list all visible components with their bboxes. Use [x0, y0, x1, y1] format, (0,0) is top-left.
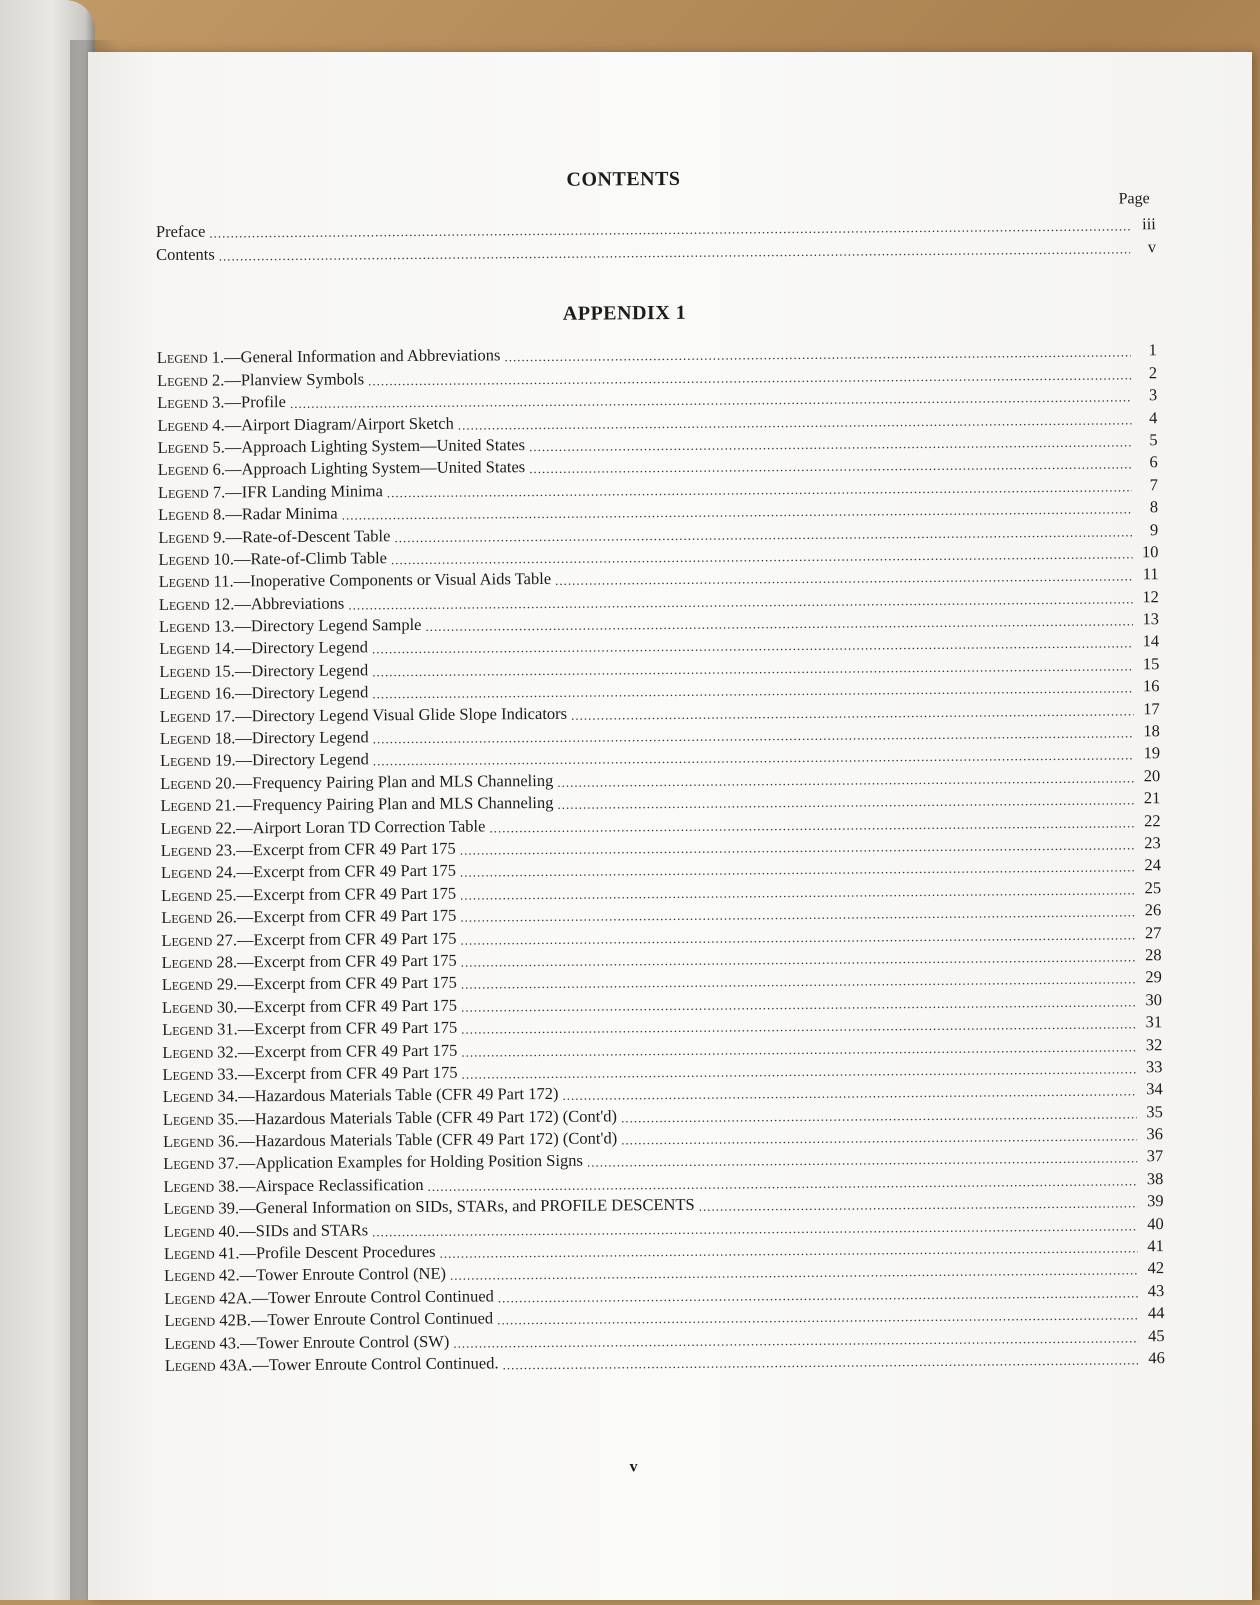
legend-title: Excerpt from CFR 49 Part 175 — [253, 972, 457, 994]
legend-title: Excerpt from CFR 49 Part 175 — [254, 1040, 458, 1061]
legend-prefix: Legend — [160, 795, 212, 816]
legend-entry-label: Legend 41.—Profile Descent Procedures — [163, 1241, 436, 1263]
legend-number: 1 — [211, 347, 221, 367]
legend-entry-label: Legend 7.—IFR Landing Minima — [157, 480, 383, 502]
legend-prefix: Legend — [159, 661, 211, 681]
legend-entry-label: Legend 28.—Excerpt from CFR 49 Part 175 — [161, 950, 457, 972]
legend-title: Profile Descent Procedures — [255, 1241, 436, 1263]
legend-number: 9 — [213, 527, 222, 547]
legend-number: 10 — [213, 549, 230, 569]
legend-prefix: Legend — [163, 1198, 215, 1219]
legend-prefix: Legend — [162, 1019, 213, 1040]
legend-page-number: 38 — [1146, 1168, 1164, 1189]
legend-entry-label: Legend 15.—Directory Legend — [159, 660, 369, 681]
legend-page-number: 10 — [1141, 542, 1159, 562]
legend-prefix: Legend — [161, 907, 213, 928]
legend-page-number: 9 — [1149, 519, 1159, 539]
legend-number: 4 — [212, 415, 221, 435]
legend-prefix: Legend — [162, 1064, 214, 1084]
legend-number: 43A — [219, 1355, 249, 1375]
legend-entry-label: Legend 21.—Frequency Pairing Plan and MLS Channeling — [160, 793, 554, 816]
legend-title: Excerpt from CFR 49 Part 175 — [253, 928, 457, 949]
legend-title: Approach Lighting System—United States — [241, 435, 526, 457]
legend-page-number: 15 — [1142, 653, 1160, 674]
legend-entry-label: Legend 2.—Planview Symbols — [156, 369, 365, 390]
legend-entry-label: Legend 35.—Hazardous Materials Table (CFR 49 Part 172) (Cont'd) — [162, 1106, 618, 1129]
legend-prefix: Legend — [160, 840, 212, 860]
legend-entry-label: Legend 39.—General Information on SIDs, STARs, and PROFILE DESCENTS — [163, 1195, 695, 1219]
legend-prefix: Legend — [161, 885, 212, 905]
legend-number: 30 — [216, 997, 234, 1017]
legend-entry-label: Legend 25.—Excerpt from CFR 49 Part 175 — [161, 883, 457, 905]
legend-number: 16 — [214, 683, 231, 703]
legend-page-number: 43 — [1147, 1280, 1165, 1301]
legend-page-number: 44 — [1147, 1303, 1165, 1323]
legend-entry-label: Legend 42.—Tower Enroute Control (NE) — [164, 1264, 447, 1286]
legend-title: Excerpt from CFR 49 Part 175 — [254, 1017, 458, 1039]
legend-title: Airport Loran TD Correction Table — [252, 816, 486, 837]
legend-page-number: 13 — [1142, 609, 1160, 629]
legend-title: Frequency Pairing Plan and MLS Channeling — [252, 770, 554, 793]
legend-number: 2 — [211, 370, 221, 390]
legend-number: 26 — [216, 907, 233, 927]
legend-number: 7 — [212, 482, 222, 502]
legend-title: Directory Legend — [251, 660, 369, 681]
legend-entry-label: Legend 19.—Directory Legend — [159, 749, 369, 771]
legend-title: Directory Legend — [251, 682, 369, 703]
legend-number: 42 — [218, 1265, 236, 1285]
legend-entry-label: Legend 4.—Airport Diagram/Airport Sketch — [157, 413, 454, 435]
legend-page-number: 32 — [1145, 1034, 1163, 1054]
legend-entry-label: Legend 36.—Hazardous Materials Table (CFR 49 Part 172) (Cont'd) — [162, 1128, 618, 1152]
legend-number: 37 — [218, 1153, 235, 1173]
legend-prefix: Legend — [157, 437, 209, 457]
legend-entry-label: Legend 33.—Excerpt from CFR 49 Part 175 — [162, 1062, 458, 1084]
legend-number: 14 — [213, 638, 231, 659]
legend-title: Inoperative Components or Visual Aids Table — [249, 569, 552, 591]
legend-entry-label: Legend 30.—Excerpt from CFR 49 Part 175 — [161, 995, 458, 1017]
page-column-header: Page — [1118, 190, 1150, 208]
legend-page-number: 27 — [1144, 922, 1162, 942]
book-page — [88, 52, 1252, 1600]
legend-number: 18 — [214, 728, 232, 748]
legend-entry-label: Legend 3.—Profile — [157, 392, 286, 413]
legend-prefix: Legend — [159, 683, 211, 704]
legend-entry-label: Legend 10.—Rate-of-Climb Table — [158, 548, 388, 569]
legend-page-number: 7 — [1149, 474, 1158, 494]
page-title: CONTENTS — [566, 167, 681, 191]
legend-number: 19 — [214, 750, 232, 770]
legend-title: Profile — [240, 392, 286, 412]
legend-page-number: 6 — [1149, 452, 1158, 472]
legend-page-number: 42 — [1147, 1258, 1165, 1278]
legend-page-number: 18 — [1143, 721, 1160, 741]
legend-page-number: 2 — [1148, 362, 1158, 382]
legend-prefix: Legend — [158, 616, 210, 637]
legend-title: Tower Enroute Control Continued. — [268, 1353, 499, 1375]
legend-number: 8 — [212, 504, 222, 524]
legend-prefix: Legend — [164, 1310, 216, 1331]
legend-title: Hazardous Materials Table (CFR 49 Part 172) (Cont'd) — [254, 1128, 618, 1151]
legend-page-number: 14 — [1142, 631, 1160, 651]
legend-number: 20 — [215, 773, 232, 793]
legend-page-number: 11 — [1142, 564, 1159, 584]
legend-prefix: Legend — [161, 997, 213, 1017]
legend-number: 21 — [215, 795, 232, 815]
legend-title: Excerpt from CFR 49 Part 175 — [254, 1062, 458, 1084]
legend-title: IFR Landing Minima — [241, 480, 383, 502]
legend-page-number: 36 — [1146, 1124, 1164, 1144]
legend-page-number: 31 — [1145, 1012, 1163, 1032]
legend-prefix: Legend — [162, 1109, 214, 1129]
toc-page-number: v — [1147, 236, 1157, 256]
legend-number: 39 — [218, 1198, 236, 1218]
legend-prefix: Legend — [157, 459, 209, 480]
legend-prefix: Legend — [159, 706, 211, 726]
legend-entry-label: Legend 24.—Excerpt from CFR 49 Part 175 — [160, 861, 457, 883]
legend-number: 28 — [216, 952, 234, 972]
legend-number: 33 — [217, 1064, 234, 1084]
toc-entry-label: Preface — [155, 222, 206, 242]
legend-title: Tower Enroute Control (NE) — [256, 1264, 447, 1285]
legend-prefix: Legend — [160, 818, 212, 838]
legend-number: 40 — [218, 1221, 236, 1241]
legend-prefix: Legend — [162, 1042, 214, 1062]
legend-page-number: 41 — [1147, 1236, 1164, 1256]
legend-entry-label: Legend 23.—Excerpt from CFR 49 Part 175 — [160, 838, 456, 860]
legend-prefix: Legend — [159, 751, 211, 771]
legend-prefix: Legend — [157, 415, 209, 435]
legend-title: Airport Diagram/Airport Sketch — [241, 413, 454, 434]
legend-number: 35 — [217, 1109, 235, 1129]
dot-leader — [219, 241, 1130, 264]
legend-prefix: Legend — [161, 952, 213, 972]
dot-leader — [502, 1352, 1138, 1373]
legend-number: 11 — [213, 571, 230, 591]
legend-entry-label: Legend 43A.—Tower Enroute Control Continued. — [164, 1353, 499, 1375]
legend-page-number: 45 — [1148, 1325, 1165, 1345]
legend-entry-label: Legend 22.—Airport Loran TD Correction Table — [160, 816, 486, 838]
legend-number: 5 — [212, 437, 221, 457]
legend-title: Rate-of-Climb Table — [250, 548, 388, 569]
legend-title: Airspace Reclassification — [255, 1174, 424, 1196]
legend-page-number: 22 — [1143, 810, 1161, 830]
legend-prefix: Legend — [159, 639, 210, 659]
legend-prefix: Legend — [157, 482, 209, 502]
legend-prefix: Legend — [158, 504, 209, 525]
legend-title: Excerpt from CFR 49 Part 175 — [253, 950, 457, 972]
legend-entry-label: Legend 13.—Directory Legend Sample — [158, 615, 422, 637]
legend-title: Application Examples for Holding Position Signs — [255, 1151, 583, 1173]
legend-title: Tower Enroute Control Continued — [268, 1286, 494, 1307]
legend-title: Directory Legend — [251, 727, 369, 748]
legend-number: 36 — [217, 1131, 235, 1151]
toc-page-number: iii — [1142, 214, 1156, 234]
legend-title: SIDs and STARs — [255, 1219, 369, 1240]
legend-title: Frequency Pairing Plan and MLS Channeling — [252, 793, 554, 815]
legend-page-number: 39 — [1146, 1191, 1164, 1211]
legend-number: 15 — [214, 661, 231, 681]
legend-prefix: Legend — [160, 773, 212, 793]
legend-page-number: 20 — [1143, 765, 1161, 786]
legend-entry-label: Legend 17.—Directory Legend Visual Glide Slope Indicators — [159, 703, 568, 726]
legend-prefix: Legend — [157, 392, 209, 413]
legend-prefix: Legend — [163, 1154, 215, 1174]
legend-entry-label: Legend 38.—Airspace Reclassification — [163, 1174, 424, 1196]
legend-prefix: Legend — [158, 594, 210, 614]
legend-title: Abbreviations — [250, 593, 345, 613]
legend-page-number: 28 — [1145, 945, 1162, 965]
legend-entry-label: Legend 9.—Rate-of-Descent Table — [158, 525, 391, 547]
legend-prefix: Legend — [156, 370, 208, 390]
legend-title: Excerpt from CFR 49 Part 175 — [253, 905, 457, 927]
page-folio: v — [629, 1458, 638, 1476]
legend-number: 6 — [212, 459, 221, 479]
legend-entry-label: Legend 27.—Excerpt from CFR 49 Part 175 — [161, 928, 457, 950]
legend-title: General Information on SIDs, STARs, and PROFILE DESCENTS — [255, 1195, 695, 1218]
legend-page-number: 37 — [1146, 1146, 1164, 1166]
legend-entry-label: Legend 5.—Approach Lighting System—United States — [157, 435, 526, 457]
legend-entry-label: Legend 16.—Directory Legend — [159, 682, 369, 704]
legend-entry-label: Legend 1.—General Information and Abbreviations — [156, 345, 501, 368]
legend-prefix: Legend — [158, 571, 210, 592]
legend-page-number: 34 — [1146, 1079, 1163, 1099]
legend-entry-label: Legend 43.—Tower Enroute Control (SW) — [164, 1331, 450, 1353]
legend-page-number: 8 — [1149, 497, 1159, 517]
appendix-heading: APPENDIX 1 — [562, 301, 687, 325]
legend-number: 24 — [215, 862, 233, 882]
legend-number: 13 — [213, 616, 231, 636]
legend-page-number: 17 — [1143, 698, 1160, 718]
legend-page-number: 29 — [1145, 967, 1162, 987]
legend-prefix: Legend — [163, 1221, 215, 1241]
legend-prefix: Legend — [158, 549, 210, 569]
legend-entry-label: Legend 32.—Excerpt from CFR 49 Part 175 — [162, 1040, 458, 1062]
legend-page-number: 3 — [1148, 385, 1158, 405]
legend-title: Radar Minima — [241, 503, 338, 524]
legend-title: Directory Legend — [251, 637, 369, 658]
legend-title: General Information and Abbreviations — [240, 345, 501, 367]
legend-page-number: 12 — [1142, 586, 1159, 606]
legend-prefix: Legend — [164, 1333, 216, 1353]
legend-number: 12 — [213, 594, 231, 614]
legend-prefix: Legend — [158, 527, 210, 547]
legend-prefix: Legend — [164, 1355, 216, 1375]
legend-entry-label: Legend 8.—Radar Minima — [158, 503, 338, 525]
legend-title: Directory Legend Visual Glide Slope Indicators — [251, 703, 568, 725]
legend-page-number: 40 — [1147, 1213, 1164, 1233]
legend-title: Excerpt from CFR 49 Part 175 — [252, 838, 456, 860]
legend-title: Excerpt from CFR 49 Part 175 — [253, 995, 458, 1016]
legend-entry-label: Legend 14.—Directory Legend — [159, 637, 369, 659]
legend-number: 42B — [219, 1310, 247, 1330]
legend-entry-label: Legend 42A.—Tower Enroute Control Continued — [164, 1286, 494, 1308]
legend-number: 41 — [218, 1243, 236, 1263]
legend-title: Excerpt from CFR 49 Part 175 — [253, 883, 457, 905]
legend-title: Hazardous Materials Table (CFR 49 Part 172) — [254, 1084, 559, 1106]
legend-title: Rate-of-Descent Table — [241, 525, 391, 546]
page-content — [83, 47, 1259, 1604]
legend-prefix: Legend — [162, 1131, 214, 1152]
legend-number: 23 — [215, 840, 233, 860]
legend-number: 3 — [212, 392, 221, 412]
legend-page-number: 21 — [1143, 788, 1161, 808]
toc-entry-label: Contents — [156, 244, 215, 264]
legend-entry-label: Legend 37.—Application Examples for Holding Position Signs — [163, 1151, 583, 1174]
legend-prefix: Legend — [164, 1265, 215, 1286]
legend-entry-label: Legend 11.—Inoperative Components or Visual Aids Table — [158, 569, 552, 592]
legend-page-number: 1 — [1148, 340, 1157, 360]
legend-title: Hazardous Materials Table (CFR 49 Part 172) (Cont'd) — [254, 1106, 618, 1128]
legend-prefix: Legend — [161, 930, 213, 950]
legend-entry-label: Legend 12.—Abbreviations — [158, 593, 345, 614]
legend-entry-label: Legend 31.—Excerpt from CFR 49 Part 175 — [162, 1017, 458, 1040]
legend-title: Tower Enroute Control (SW) — [256, 1331, 450, 1352]
legend-title: Planview Symbols — [240, 369, 365, 390]
legend-title: Excerpt from CFR 49 Part 175 — [252, 861, 457, 882]
legend-number: 29 — [216, 974, 234, 994]
legend-page-number: 26 — [1144, 900, 1162, 920]
legend-page-number: 35 — [1146, 1101, 1163, 1121]
legend-entry-label: Legend 34.—Hazardous Materials Table (CFR 49 Part 172) — [162, 1084, 559, 1107]
legend-entry-label: Legend 40.—SIDs and STARs — [163, 1219, 369, 1241]
legend-title: Tower Enroute Control Continued — [267, 1308, 494, 1330]
legend-number: 25 — [215, 885, 233, 905]
legend-page-number: 24 — [1144, 855, 1161, 875]
legend-prefix: Legend — [162, 1086, 214, 1107]
legend-entry-label: Legend 20.—Frequency Pairing Plan and MLS Channeling — [160, 770, 554, 793]
legend-number: 31 — [216, 1019, 234, 1039]
legend-title: Directory Legend — [251, 749, 369, 770]
legend-prefix: Legend — [159, 728, 211, 749]
legend-prefix: Legend — [163, 1243, 215, 1263]
legend-prefix: Legend — [160, 862, 212, 883]
legend-number: 38 — [218, 1176, 235, 1196]
legend-prefix: Legend — [163, 1176, 215, 1196]
legend-number: 32 — [217, 1041, 234, 1062]
legend-prefix: Legend — [161, 974, 213, 995]
legend-number: 43 — [219, 1332, 237, 1353]
legend-number: 17 — [214, 706, 232, 726]
legend-entry-label: Legend 26.—Excerpt from CFR 49 Part 175 — [161, 905, 457, 928]
legend-prefix: Legend — [164, 1288, 216, 1308]
legend-page-number: 5 — [1149, 430, 1158, 450]
legend-page-number: 16 — [1142, 676, 1160, 696]
legend-page-number: 46 — [1148, 1348, 1165, 1368]
legend-page-number: 30 — [1145, 989, 1163, 1009]
legend-number: 27 — [216, 929, 233, 950]
legend-entry-label: Legend 42B.—Tower Enroute Control Continued — [164, 1308, 494, 1331]
legend-page-number: 33 — [1145, 1057, 1163, 1077]
legend-title: Approach Lighting System—United States — [241, 457, 526, 479]
legend-page-number: 4 — [1149, 407, 1158, 427]
legend-entry-label: Legend 18.—Directory Legend — [159, 727, 369, 749]
legend-entry-label: Legend 6.—Approach Lighting System—United States — [157, 457, 526, 480]
legend-page-number: 19 — [1143, 743, 1161, 763]
legend-number: 22 — [215, 818, 233, 838]
legend-page-number: 25 — [1144, 877, 1162, 898]
legend-prefix: Legend — [156, 347, 208, 368]
legend-list — [157, 338, 1165, 1376]
legend-number: 34 — [217, 1086, 235, 1106]
legend-number: 42A — [219, 1288, 248, 1308]
legend-title: Directory Legend Sample — [250, 615, 422, 636]
legend-entry-label: Legend 29.—Excerpt from CFR 49 Part 175 — [161, 972, 457, 995]
legend-page-number: 23 — [1144, 833, 1161, 853]
front-matter-list — [156, 212, 1156, 265]
